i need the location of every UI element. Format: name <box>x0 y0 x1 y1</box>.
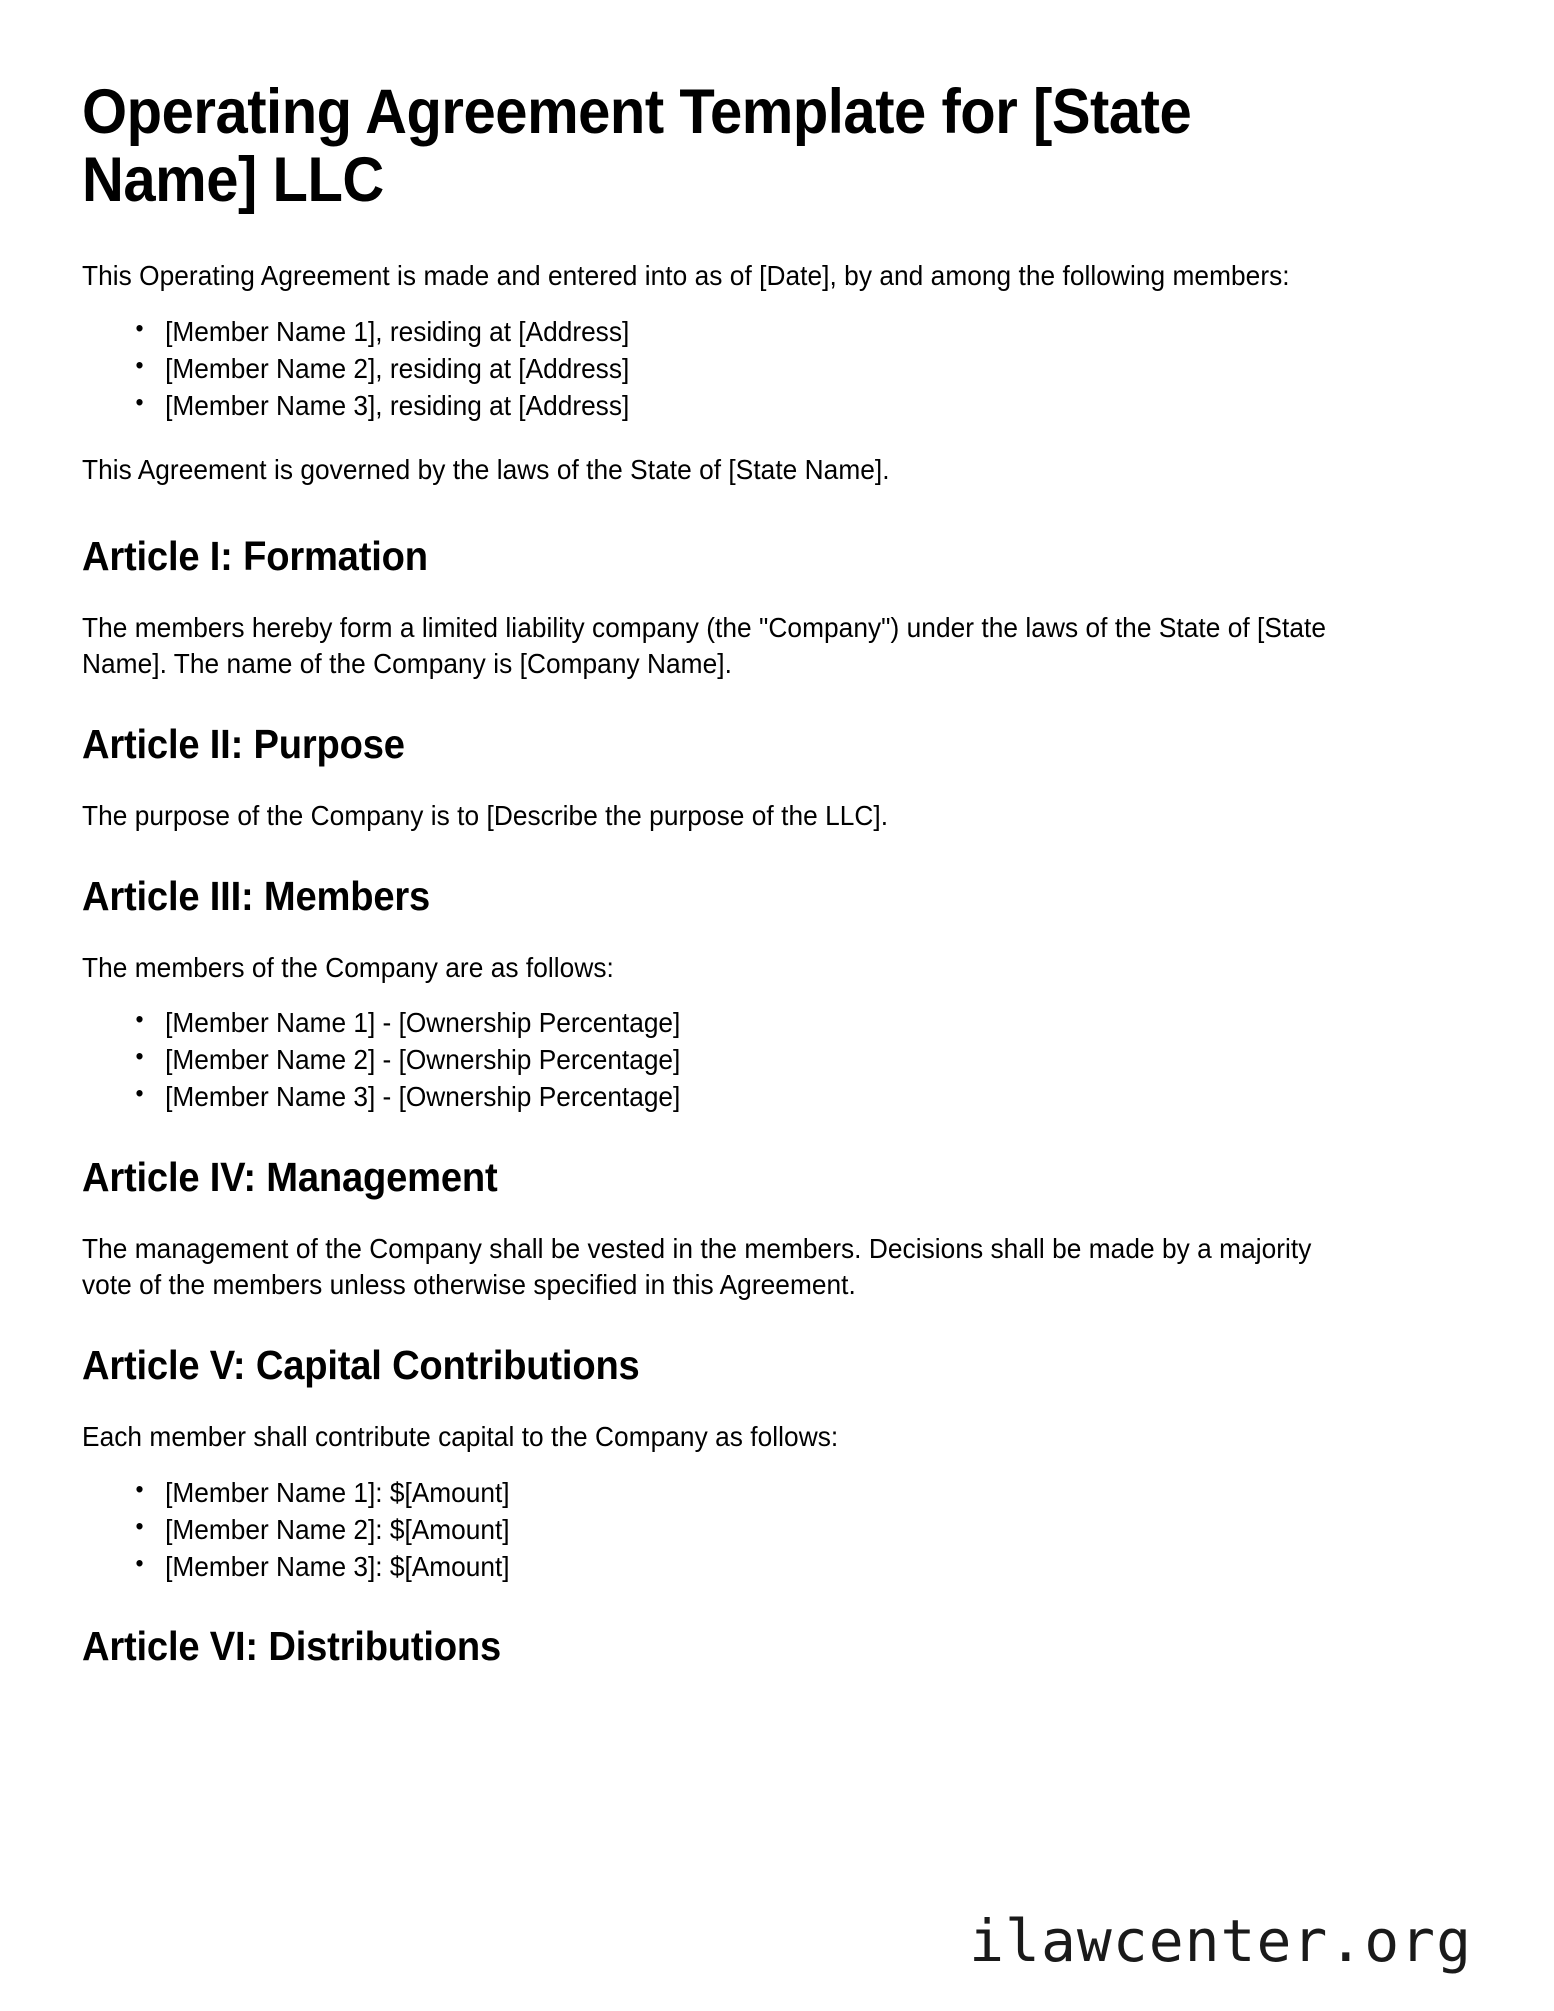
intro-paragraph: This Operating Agreement is made and entered into as of [Date], by and among the following members: <box>82 260 1290 292</box>
list-item: • [Member Name 1]: $[Amount] <box>128 1474 1404 1511</box>
article-heading-capital-contributions: Article V: Capital Contributions <box>82 1341 640 1388</box>
list-item: • [Member Name 2]: $[Amount] <box>128 1511 1404 1548</box>
article-heading-management: Article IV: Management <box>82 1153 498 1200</box>
intro-members-list <box>82 313 1404 424</box>
list-item: • [Member Name 3] - [Ownership Percentage] <box>128 1078 1404 1115</box>
page-title: Operating Agreement Template for [State Name] LLC <box>82 77 1192 216</box>
article-body-members: The members of the Company are as follows: <box>82 951 614 983</box>
site-watermark: ilawcenter.org <box>969 1907 1472 1975</box>
list-item: • [Member Name 2], residing at [Address] <box>128 350 1404 387</box>
capital-contributions-list <box>82 1474 1404 1585</box>
list-item: • [Member Name 1] - [Ownership Percentage] <box>128 1004 1404 1041</box>
article-heading-purpose: Article II: Purpose <box>82 720 405 767</box>
list-item: • [Member Name 3], residing at [Address] <box>128 387 1404 424</box>
article-heading-distributions: Article VI: Distributions <box>82 1622 502 1669</box>
article-body-formation: The members hereby form a limited liability company (the "Company") under the laws of the State of [State Name]. The name of the Company is [Company Name]. <box>82 611 1326 680</box>
article-body-purpose: The purpose of the Company is to [Describe the purpose of the LLC]. <box>82 799 889 831</box>
article-body-management: The management of the Company shall be vested in the members. Decisions shall be made by a majority vote of the members unless otherwise specified in this Agreement. <box>82 1232 1312 1301</box>
members-ownership-list <box>82 1004 1404 1115</box>
article-heading-formation: Article I: Formation <box>82 532 428 579</box>
list-item: • [Member Name 2] - [Ownership Percentage] <box>128 1041 1404 1078</box>
list-item: • [Member Name 1], residing at [Address] <box>128 313 1404 350</box>
article-heading-members: Article III: Members <box>82 872 431 919</box>
governing-law-paragraph: This Agreement is governed by the laws of the State of [State Name]. <box>82 454 890 485</box>
article-body-capital-contributions: Each member shall contribute capital to the Company as follows: <box>82 1421 839 1453</box>
list-item: • [Member Name 3]: $[Amount] <box>128 1548 1404 1585</box>
